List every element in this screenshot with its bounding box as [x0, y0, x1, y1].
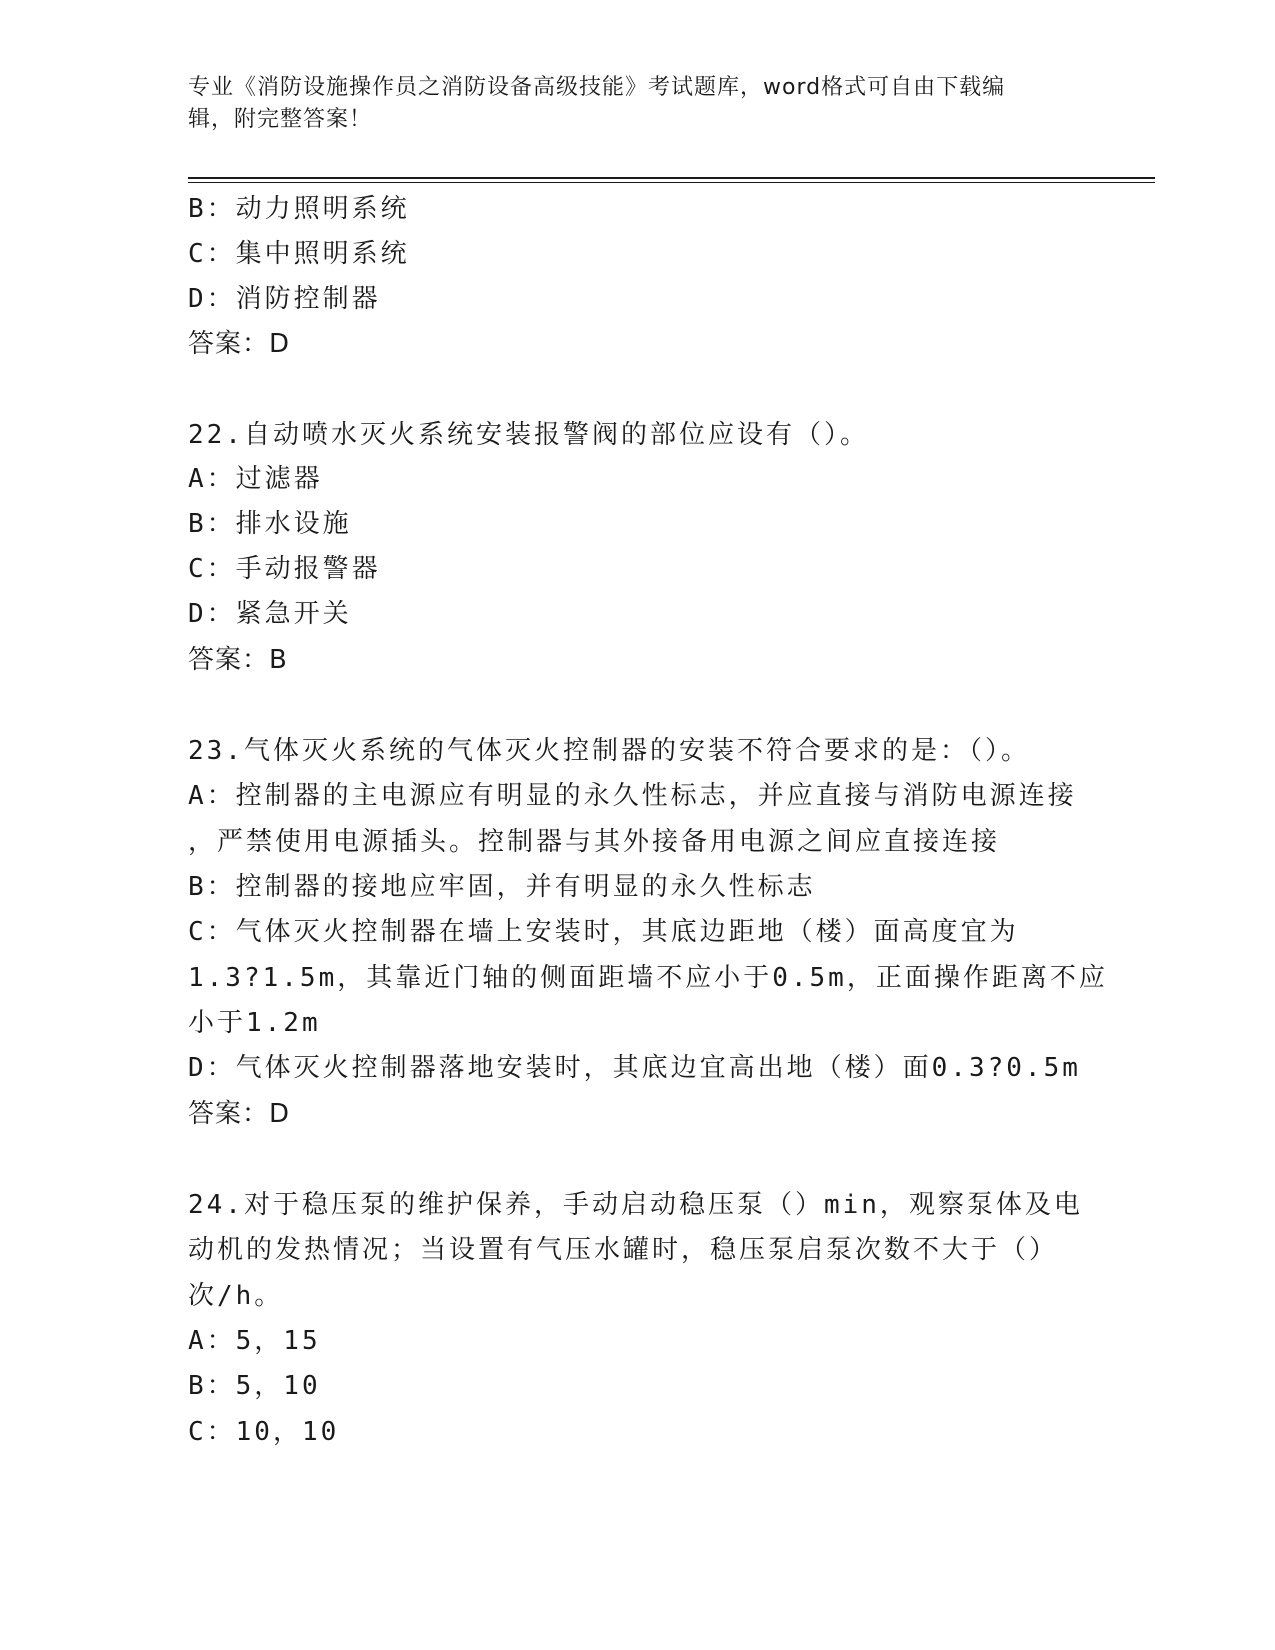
- header-divider-thin: [188, 182, 1155, 183]
- q24-option-c: C：10，10: [188, 1417, 340, 1447]
- q22-option-d: D：紧急开关: [188, 599, 352, 629]
- header-line-2: 辑，附完整答案！: [188, 107, 373, 132]
- q22-stem: 22.自动喷水灭火系统安装报警阀的部位应设有（）。: [188, 420, 869, 450]
- q23-option-d: D：气体灭火控制器落地安装时，其底边宜高出地（楼）面0.3?0.5m: [188, 1053, 1081, 1083]
- q24-option-b: B：5，10: [188, 1371, 321, 1401]
- q21-option-c: C：集中照明系统: [188, 239, 410, 269]
- q23-option-b: B：控制器的接地应牢固，并有明显的永久性标志: [188, 872, 816, 902]
- q22-option-c: C：手动报警器: [188, 554, 381, 584]
- header-divider-thick: [188, 177, 1155, 179]
- q24-stem-line-2: 动机的发热情况；当设置有气压水罐时，稳压泵启泵次数不大于（）: [188, 1235, 1059, 1265]
- q23-answer: 答案：D: [188, 1099, 291, 1129]
- q21-option-d: D：消防控制器: [188, 284, 381, 314]
- q23-option-a-line-2: ，严禁使用电源插头。控制器与其外接备用电源之间应直接连接: [188, 827, 1001, 857]
- q24-stem-line-1: 24.对于稳压泵的维护保养，手动启动稳压泵（）min，观察泵体及电: [188, 1190, 1083, 1220]
- q23-option-c-line-1: C：气体灭火控制器在墙上安装时，其底边距地（楼）面高度宜为: [188, 917, 1019, 947]
- q23-option-c-line-2: 1.3?1.5m，其靠近门轴的侧面距墙不应小于0.5m，正面操作距离不应: [188, 963, 1108, 993]
- q22-option-b: B：排水设施: [188, 509, 352, 539]
- q23-option-c-line-3: 小于1.2m: [188, 1008, 321, 1038]
- q22-option-a: A：过滤器: [188, 464, 323, 494]
- q23-stem: 23.气体灭火系统的气体灭火控制器的安装不符合要求的是：（）。: [188, 736, 1030, 766]
- header-line-1: 专业《消防设施操作员之消防设备高级技能》考试题库，word格式可自由下载编: [188, 75, 1006, 100]
- q24-stem-line-3: 次/h。: [188, 1281, 284, 1311]
- q21-answer: 答案：D: [188, 329, 291, 359]
- q22-answer: 答案：B: [188, 645, 288, 675]
- q24-option-a: A：5，15: [188, 1326, 321, 1356]
- document-header: [188, 72, 1088, 136]
- q23-option-a-line-1: A：控制器的主电源应有明显的永久性标志，并应直接与消防电源连接: [188, 781, 1077, 811]
- q21-option-b: B：动力照明系统: [188, 194, 410, 224]
